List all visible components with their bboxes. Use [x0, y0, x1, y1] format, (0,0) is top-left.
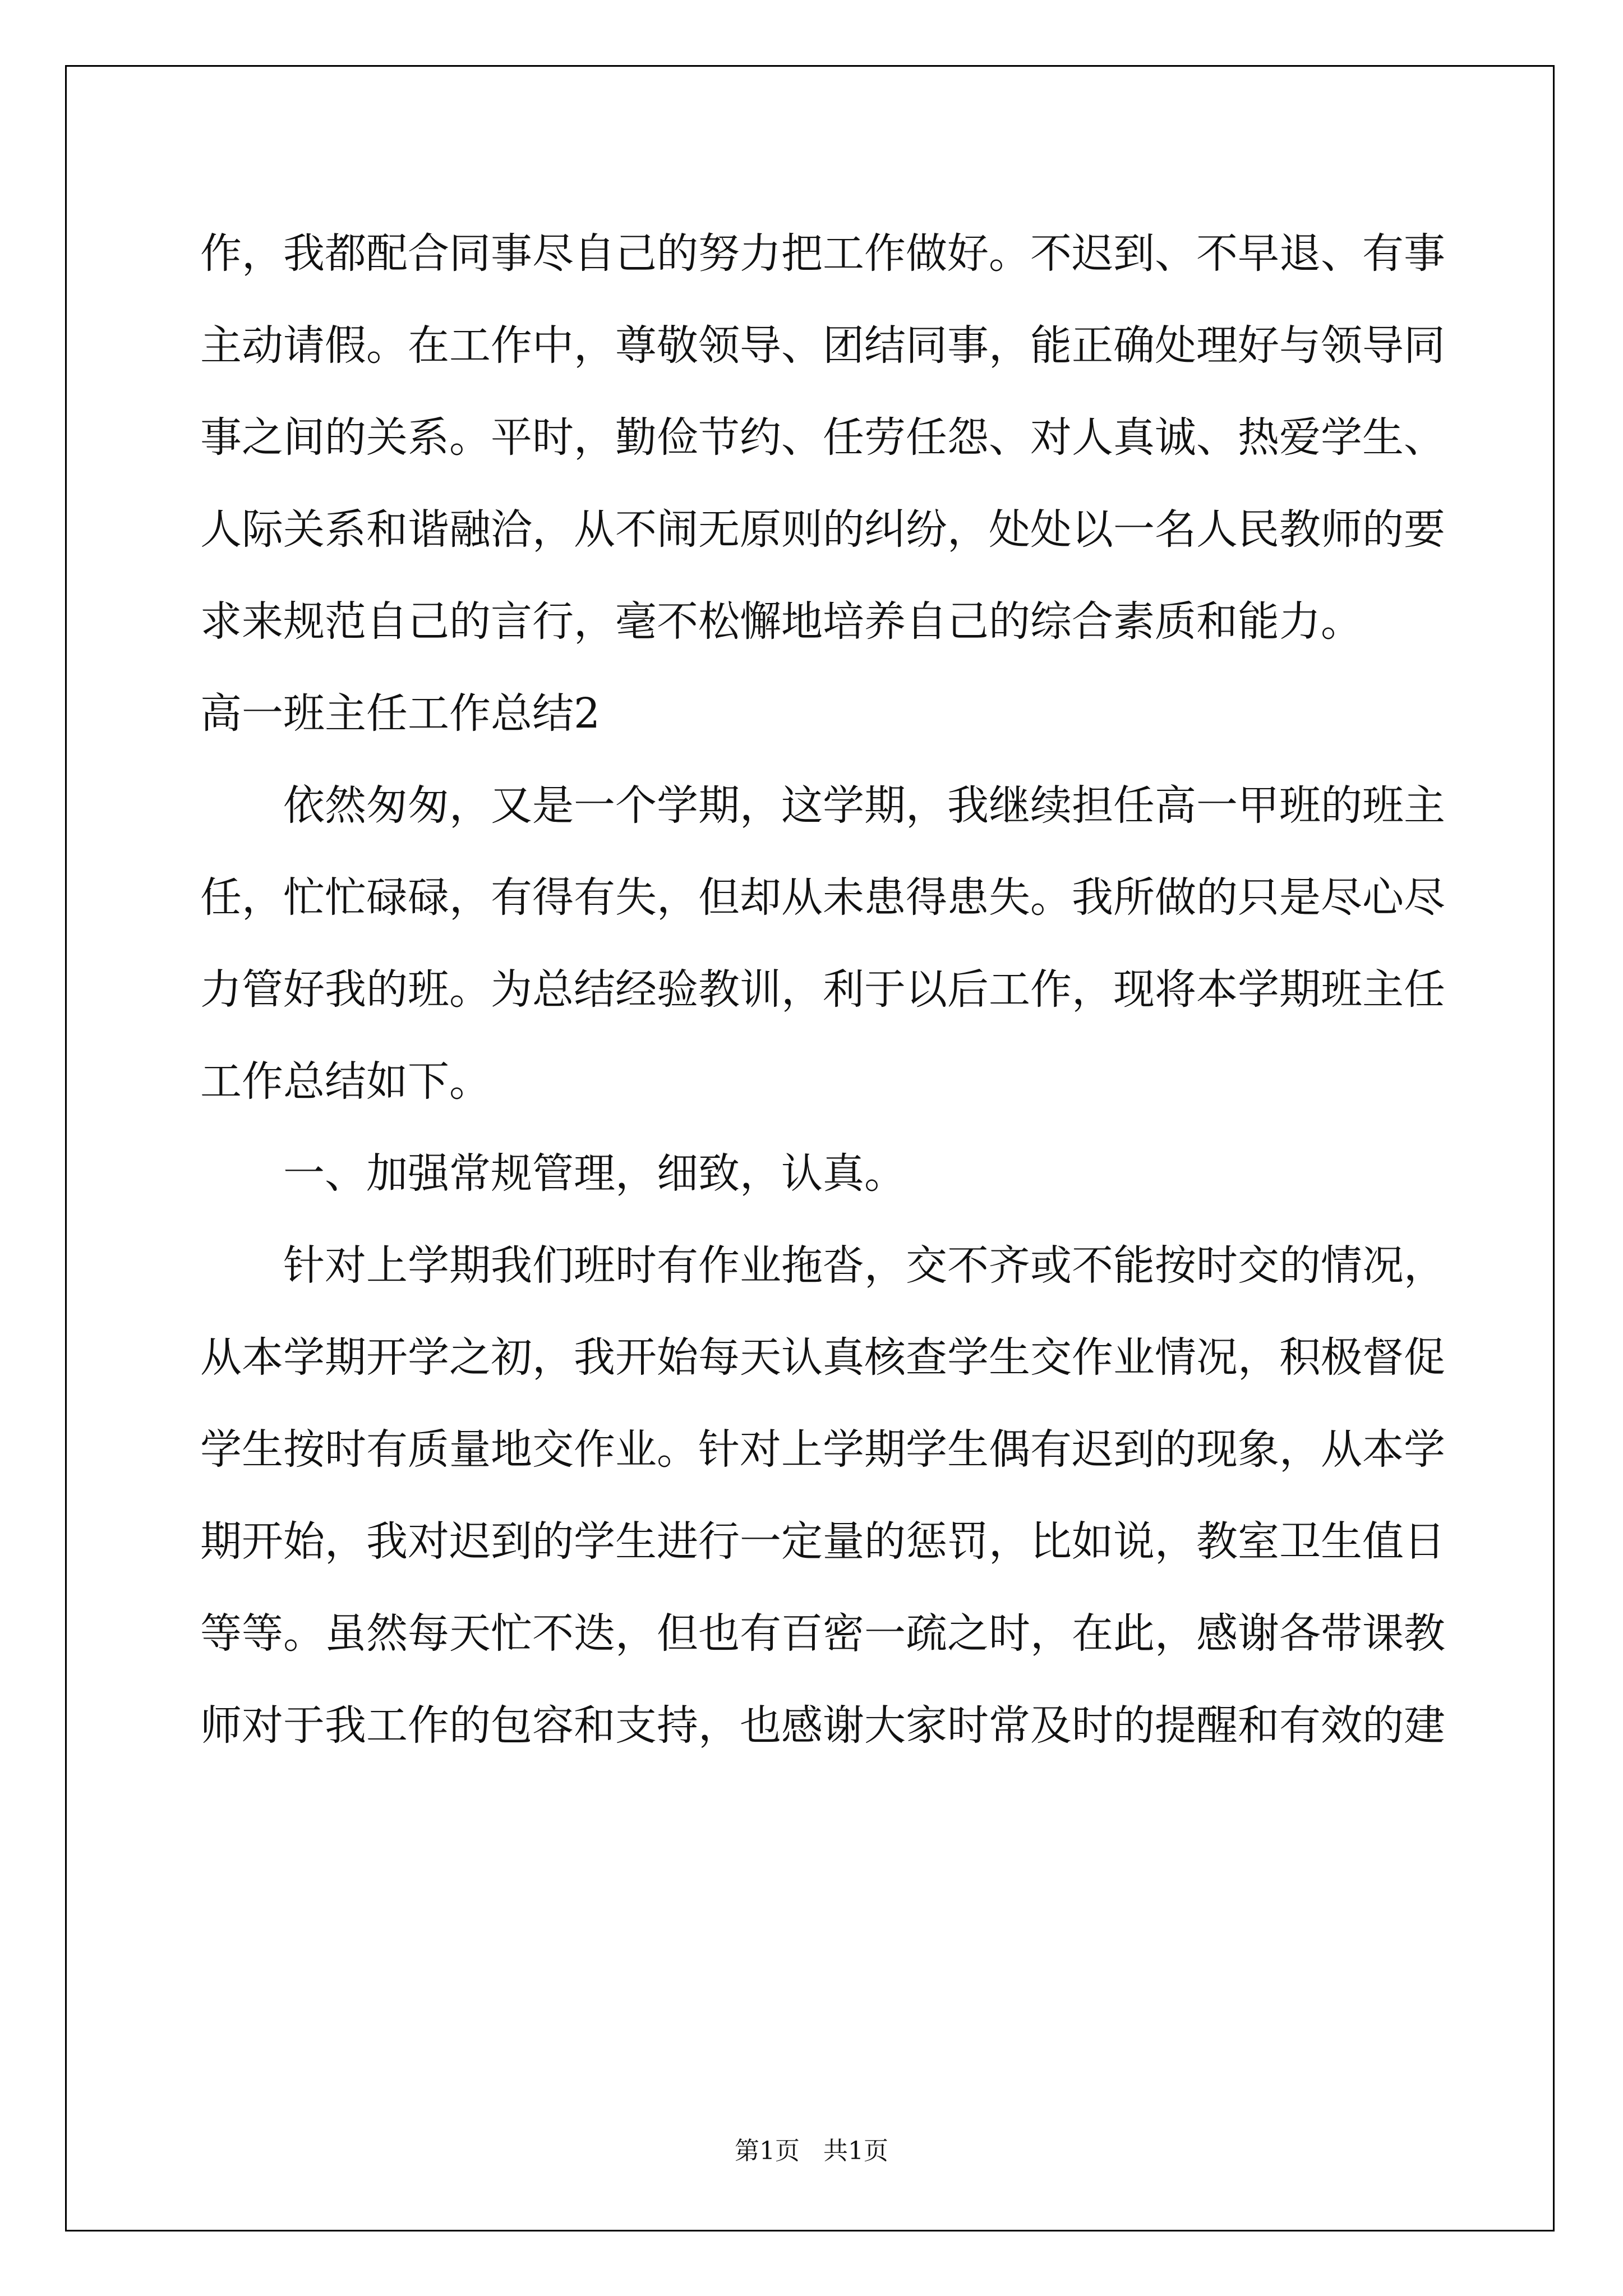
text-line-3: 事之间的关系。平时，勤俭节约、任劳任怨、对人真诚、热爱学生、 — [200, 413, 1445, 462]
text-line-4: 人际关系和谐融洽，从不闹无原则的纠纷，处处以一名人民教师的要 — [200, 505, 1445, 554]
document-body — [200, 208, 1445, 1772]
subheading-1: 一、加强常规管理，细致，认真。 — [283, 1149, 906, 1198]
text-line-1: 作，我都配合同事尽自己的努力把工作做好。不迟到、不早退、有事 — [200, 229, 1445, 278]
text-line-5: 求来规范自己的言行，毫不松懈地培养自己的综合素质和能力。 — [200, 597, 1362, 646]
section-heading: 高一班主任工作总结2 — [200, 689, 601, 738]
text-line-9: 力管好我的班。为总结经验教训，利于以后工作，现将本学期班主任 — [200, 965, 1445, 1014]
text-line-13: 从本学期开学之初，我开始每天认真核查学生交作业情况，积极督促 — [200, 1333, 1445, 1382]
text-line-8: 任，忙忙碌碌，有得有失，但却从未患得患失。我所做的只是尽心尽 — [200, 873, 1445, 922]
text-line-12: 针对上学期我们班时有作业拖沓，交不齐或不能按时交的情况， — [283, 1241, 1445, 1290]
text-line-10: 工作总结如下。 — [200, 1057, 491, 1106]
text-line-7: 依然匆匆，又是一个学期，这学期，我继续担任高一甲班的班主 — [283, 781, 1445, 830]
page-number-footer: 第1页 共1页 — [735, 2137, 888, 2165]
text-line-15: 期开始，我对迟到的学生进行一定量的惩罚，比如说，教室卫生值日 — [200, 1517, 1445, 1566]
text-line-16: 等等。虽然每天忙不迭，但也有百密一疏之时，在此，感谢各带课教 — [200, 1609, 1445, 1658]
text-line-2: 主动请假。在工作中，尊敬领导、团结同事，能正确处理好与领导同 — [200, 321, 1445, 370]
text-line-14: 学生按时有质量地交作业。针对上学期学生偶有迟到的现象，从本学 — [200, 1425, 1445, 1474]
text-line-17: 师对于我工作的包容和支持，也感谢大家时常及时的提醒和有效的建 — [200, 1701, 1445, 1750]
